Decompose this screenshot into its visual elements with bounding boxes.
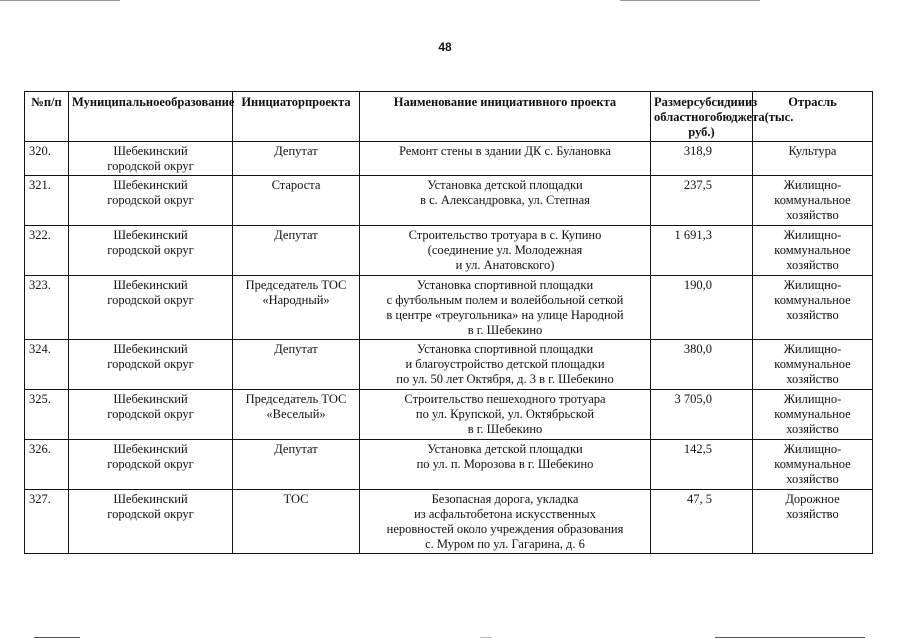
table-row bbox=[25, 390, 873, 440]
municipality-cell: Шебекинский городской округ bbox=[69, 176, 233, 226]
table-row bbox=[25, 276, 873, 340]
project-name-cell: Ремонт стены в здании ДК с. Булановка bbox=[360, 142, 651, 176]
project-name-cell: Строительство тротуара в с. Купино (соединение ул. Молодежная и ул. Анатовского) bbox=[360, 226, 651, 276]
row-number: 323. bbox=[25, 276, 69, 340]
subsidy-amount-cell: 237,5 bbox=[651, 176, 753, 226]
municipality-cell: Шебекинский городской округ bbox=[69, 490, 233, 554]
initiator-cell: Депутат bbox=[233, 226, 360, 276]
sector-cell: Жилищно- коммунальное хозяйство bbox=[753, 276, 873, 340]
project-name-cell: Установка детской площадки в с. Александровка, ул. Степная bbox=[360, 176, 651, 226]
initiator-cell: Депутат bbox=[233, 440, 360, 490]
table-row bbox=[25, 176, 873, 226]
scan-edge-line bbox=[480, 637, 492, 638]
table-row bbox=[25, 440, 873, 490]
scan-edge-line bbox=[34, 637, 80, 638]
municipality-cell: Шебекинский городской округ bbox=[69, 440, 233, 490]
initiator-cell: Председатель ТОС «Народный» bbox=[233, 276, 360, 340]
scan-edge-line bbox=[0, 0, 120, 1]
scan-edge-line bbox=[620, 0, 760, 1]
sector-cell: Дорожное хозяйство bbox=[753, 490, 873, 554]
project-name-cell: Строительство пешеходного тротуара по ул. Крупской, ул. Октябрьской в г. Шебекино bbox=[360, 390, 651, 440]
header-number: №п/п bbox=[25, 92, 69, 142]
project-name-cell: Установка спортивной площадки с футбольным полем и волейбольной сеткой в центре «треугольника» на улице Народной в г. Шебекино bbox=[360, 276, 651, 340]
page-number: 48 bbox=[438, 40, 452, 54]
table-body bbox=[25, 142, 873, 554]
initiator-cell: ТОС bbox=[233, 490, 360, 554]
table-header-row bbox=[25, 92, 873, 142]
municipality-cell: Шебекинский городской округ bbox=[69, 340, 233, 390]
municipality-cell: Шебекинский городской округ bbox=[69, 226, 233, 276]
row-number: 320. bbox=[25, 142, 69, 176]
subsidy-amount-cell: 318,9 bbox=[651, 142, 753, 176]
projects-table bbox=[24, 91, 873, 554]
subsidy-amount-cell: 190,0 bbox=[651, 276, 753, 340]
sector-cell: Жилищно- коммунальное хозяйство bbox=[753, 226, 873, 276]
project-name-cell: Безопасная дорога, укладка из асфальтобетона искусственных неровностей около учреждения образования с. Муром по ул. Гагарина, д. 6 bbox=[360, 490, 651, 554]
subsidy-amount-cell: 142,5 bbox=[651, 440, 753, 490]
municipality-cell: Шебекинский городской округ bbox=[69, 142, 233, 176]
municipality-cell: Шебекинский городской округ bbox=[69, 390, 233, 440]
row-number: 327. bbox=[25, 490, 69, 554]
header-municipality: Муниципальноеобразование bbox=[69, 92, 233, 142]
initiator-cell: Депутат bbox=[233, 340, 360, 390]
row-number: 324. bbox=[25, 340, 69, 390]
row-number: 325. bbox=[25, 390, 69, 440]
row-number: 326. bbox=[25, 440, 69, 490]
sector-cell: Жилищно- коммунальное хозяйство bbox=[753, 390, 873, 440]
subsidy-amount-cell: 380,0 bbox=[651, 340, 753, 390]
initiator-cell: Депутат bbox=[233, 142, 360, 176]
header-project: Наименование инициативного проекта bbox=[360, 92, 651, 142]
row-number: 322. bbox=[25, 226, 69, 276]
initiator-cell: Председатель ТОС «Веселый» bbox=[233, 390, 360, 440]
initiator-cell: Староста bbox=[233, 176, 360, 226]
table-row bbox=[25, 340, 873, 390]
sector-cell: Жилищно- коммунальное хозяйство bbox=[753, 340, 873, 390]
table-row bbox=[25, 142, 873, 176]
subsidy-amount-cell: 1 691,3 bbox=[651, 226, 753, 276]
project-name-cell: Установка детской площадки по ул. п. Морозова в г. Шебекино bbox=[360, 440, 651, 490]
municipality-cell: Шебекинский городской округ bbox=[69, 276, 233, 340]
scan-edge-line bbox=[715, 637, 865, 638]
subsidy-amount-cell: 3 705,0 bbox=[651, 390, 753, 440]
sector-cell: Культура bbox=[753, 142, 873, 176]
header-sector: Отрасль bbox=[753, 92, 873, 142]
table-row bbox=[25, 490, 873, 554]
project-name-cell: Установка спортивной площадки и благоустройство детской площадки по ул. 50 лет Октября, д. 3 в г. Шебекино bbox=[360, 340, 651, 390]
header-initiator: Инициаторпроекта bbox=[233, 92, 360, 142]
table-row bbox=[25, 226, 873, 276]
subsidy-amount-cell: 47, 5 bbox=[651, 490, 753, 554]
header-subsidy: Размерсубсидиииз областногобюджета(тыс. руб.) bbox=[651, 92, 753, 142]
sector-cell: Жилищно- коммунальное хозяйство bbox=[753, 176, 873, 226]
sector-cell: Жилищно- коммунальное хозяйство bbox=[753, 440, 873, 490]
row-number: 321. bbox=[25, 176, 69, 226]
